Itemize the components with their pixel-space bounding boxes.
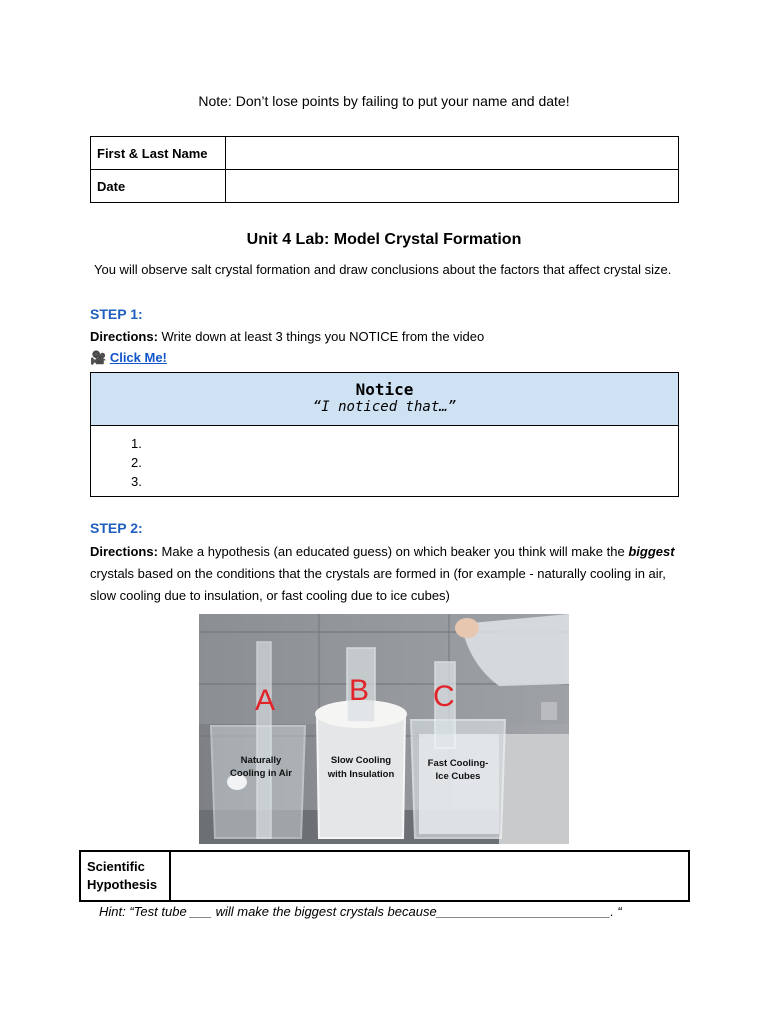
step1-heading: STEP 1: (90, 306, 143, 322)
notice-title: Notice (355, 380, 414, 399)
hypothesis-table (79, 850, 690, 902)
notice-item-2[interactable]: 2. (131, 455, 142, 470)
letter-b: B (349, 674, 370, 707)
click-me-link[interactable]: Click Me! (109, 350, 167, 365)
letter-c: C (433, 680, 455, 713)
step2-directions-part2: crystals based on the conditions that the crystals are formed in (for example - naturally cooling in air, slow cooling due to insulation, or fast cooling due to ice cubes) (90, 566, 666, 603)
step2-directions-part1: Make a hypothesis (an educated guess) on which beaker you think will make the (157, 544, 629, 559)
video-camera-icon: 🎥 (90, 350, 107, 365)
hypothesis-field[interactable] (170, 851, 689, 901)
page-title: Unit 4 Lab: Model Crystal Formation (246, 231, 522, 248)
label-a-line2: Cooling in Air (230, 768, 292, 779)
label-c-line2: Ice Cubes (435, 771, 481, 782)
hint-text: Hint: “Test tube ___ will make the biggest crystals because________________________. “ (99, 904, 622, 919)
date-field[interactable] (226, 170, 679, 203)
beakers-illustration (199, 614, 569, 844)
notice-header (91, 373, 678, 426)
step1-directions-label: Directions: (90, 329, 158, 344)
video-link-row (90, 350, 167, 366)
notice-item-1[interactable]: 1. (131, 436, 142, 451)
hypothesis-label (80, 851, 170, 901)
label-b-line1: Slow Cooling (330, 755, 392, 766)
notice-box (90, 372, 679, 497)
date-label: Date (91, 170, 226, 203)
step2-heading: STEP 2: (90, 520, 143, 536)
name-field[interactable] (226, 137, 679, 170)
label-c-line1: Fast Cooling- (427, 758, 489, 769)
label-a-line1: Naturally (240, 755, 282, 766)
step2-directions (90, 541, 680, 607)
label-b-line2: with Insulation (327, 769, 395, 780)
step2-directions-label: Directions: (90, 544, 158, 559)
student-info-table (90, 136, 679, 203)
letter-a: A (255, 684, 276, 717)
step1-directions (90, 326, 484, 348)
notice-subtitle: “I noticed that…” (312, 399, 457, 415)
step2-directions-emphasis: biggest (628, 544, 675, 559)
note-text: Note: Don’t lose points by failing to put your name and date! (198, 93, 570, 109)
step1-directions-text: Write down at least 3 things you NOTICE from the video (157, 329, 485, 344)
name-label: First & Last Name (91, 137, 226, 170)
hypothesis-label-line2: Hypothesis (87, 877, 158, 892)
hypothesis-label-line1: Scientific (87, 859, 145, 874)
intro-text: You will observe salt crystal formation and draw conclusions about the factors that affect crystal size. (94, 262, 672, 277)
notice-item-3[interactable]: 3. (131, 474, 142, 489)
beakers-photo (199, 614, 569, 844)
notice-list[interactable] (91, 434, 678, 491)
